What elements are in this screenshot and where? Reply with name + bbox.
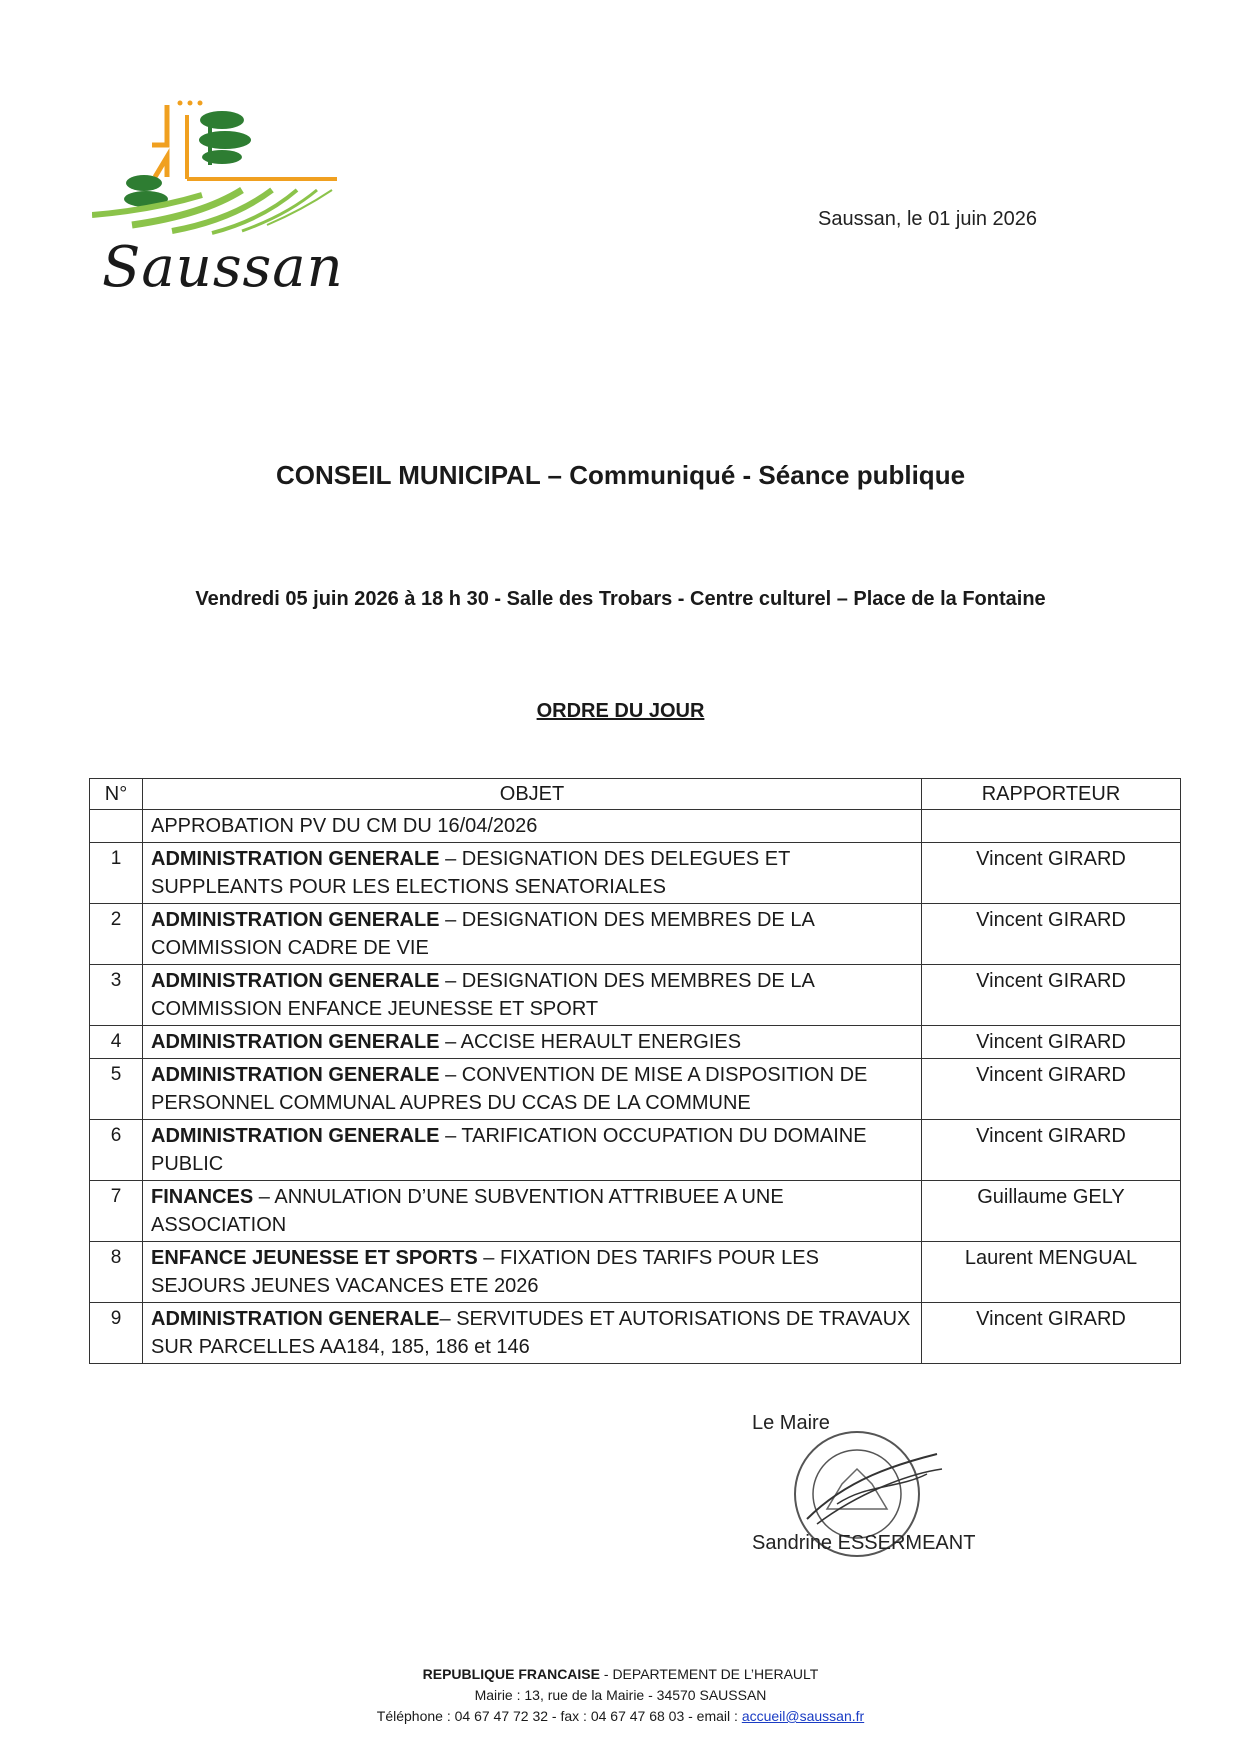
signature-block	[752, 1412, 1012, 1572]
signature-name: Sandrine ESSERMEANT	[752, 1532, 976, 1554]
footer-phone-fax: Téléphone : 04 67 47 72 32 - fax : 04 67 47 68 03 - email :	[376, 1708, 742, 1724]
agenda-row-number: 7	[90, 1181, 143, 1242]
header-object: OBJET	[143, 779, 922, 810]
agenda-title: ORDRE DU JOUR	[536, 700, 705, 722]
agenda-row	[90, 810, 1181, 843]
agenda-row-number	[90, 810, 143, 843]
footer-republique: REPUBLIQUE FRANCAISE	[422, 1666, 600, 1682]
agenda-row-rapporteur: Vincent GIRARD	[922, 1026, 1181, 1059]
agenda-row-rapporteur: Vincent GIRARD	[922, 1120, 1181, 1181]
agenda-row-category: ADMINISTRATION GENERALE	[151, 1031, 440, 1053]
logo-emblem-icon	[92, 95, 352, 245]
agenda-row-number: 6	[90, 1120, 143, 1181]
agenda-row-object	[143, 843, 922, 904]
agenda-row-object	[143, 1059, 922, 1120]
session-details: Vendredi 05 juin 2026 à 18 h 30 - Salle des Trobars - Centre culturel – Place de la Fontaine	[195, 588, 1046, 610]
agenda-header-row	[90, 779, 1181, 810]
agenda-row	[90, 904, 1181, 965]
agenda-row-subject: – DESIGNATION DES MEMBRES DE LA COMMISSION ENFANCE JEUNESSE ET SPORT	[151, 970, 814, 1020]
agenda-row-number: 1	[90, 843, 143, 904]
agenda-row-object	[143, 904, 922, 965]
agenda-row-number: 8	[90, 1242, 143, 1303]
agenda-row-number: 9	[90, 1303, 143, 1364]
agenda-row	[90, 1303, 1181, 1364]
agenda-row	[90, 843, 1181, 904]
agenda-row-rapporteur: Vincent GIRARD	[922, 1303, 1181, 1364]
agenda-row-rapporteur: Vincent GIRARD	[922, 1059, 1181, 1120]
agenda-row-subject: – CONVENTION DE MISE A DISPOSITION DE PERSONNEL COMMUNAL AUPRES DU CCAS DE LA COMMUNE	[151, 1064, 868, 1114]
agenda-row-number: 5	[90, 1059, 143, 1120]
agenda-row	[90, 1181, 1181, 1242]
header-rapporteur: RAPPORTEUR	[922, 779, 1181, 810]
agenda-row	[90, 1026, 1181, 1059]
agenda-row-category: ADMINISTRATION GENERALE	[151, 970, 440, 992]
agenda-row-category: ADMINISTRATION GENERALE	[151, 1308, 440, 1330]
agenda-row-object	[143, 1026, 922, 1059]
agenda-row-subject: – ACCISE HERAULT ENERGIES	[439, 1031, 742, 1053]
agenda-row	[90, 965, 1181, 1026]
footer	[0, 1664, 1241, 1727]
footer-address: Mairie : 13, rue de la Mairie - 34570 SAUSSAN	[474, 1687, 767, 1703]
saussan-logo	[92, 95, 352, 300]
agenda-table	[89, 778, 1181, 1364]
document-date: Saussan, le 01 juin 2026	[818, 208, 1038, 230]
agenda-row-category: ADMINISTRATION GENERALE	[151, 1064, 440, 1086]
agenda-row-object	[143, 1181, 922, 1242]
agenda-row-subject: – DESIGNATION DES MEMBRES DE LA COMMISSION CADRE DE VIE	[151, 909, 814, 959]
agenda-row-subject: – FIXATION DES TARIFS POUR LES SEJOURS JEUNES VACANCES ETE 2026	[151, 1247, 819, 1297]
agenda-row-subject: – TARIFICATION OCCUPATION DU DOMAINE PUBLIC	[151, 1125, 867, 1175]
footer-line-3	[0, 1706, 1241, 1727]
agenda-row-number: 3	[90, 965, 143, 1026]
agenda-row-rapporteur: Laurent MENGUAL	[922, 1242, 1181, 1303]
agenda-row-category: ADMINISTRATION GENERALE	[151, 909, 440, 931]
agenda-row-rapporteur: Vincent GIRARD	[922, 965, 1181, 1026]
agenda-row-object	[143, 1120, 922, 1181]
footer-department: - DEPARTEMENT DE L’HERAULT	[600, 1666, 819, 1682]
header-num: N°	[90, 779, 143, 810]
agenda-row-subject: – SERVITUDES ET AUTORISATIONS DE TRAVAUX SUR PARCELLES AA184, 185, 186 et 146	[151, 1308, 911, 1358]
signature-title: Le Maire	[752, 1412, 830, 1434]
agenda-row	[90, 1120, 1181, 1181]
agenda-row-category: FINANCES	[151, 1186, 254, 1208]
agenda-row	[90, 1059, 1181, 1120]
document-title: CONSEIL MUNICIPAL – Communiqué - Séance publique	[275, 460, 966, 490]
agenda-row-rapporteur: Vincent GIRARD	[922, 843, 1181, 904]
agenda-row-rapporteur: Guillaume GELY	[922, 1181, 1181, 1242]
footer-line-1	[0, 1664, 1241, 1685]
agenda-row-subject: APPROBATION PV DU CM DU 16/04/2026	[151, 815, 538, 837]
agenda-row-number: 2	[90, 904, 143, 965]
agenda-row-category: ENFANCE JEUNESSE ET SPORTS	[151, 1247, 478, 1269]
footer-email-link[interactable]: accueil@saussan.fr	[741, 1708, 865, 1724]
agenda-row-number: 4	[90, 1026, 143, 1059]
agenda-row-object	[143, 965, 922, 1026]
agenda-row-object	[143, 1303, 922, 1364]
agenda-row-subject: – DESIGNATION DES DELEGUES ET SUPPLEANTS POUR LES ELECTIONS SENATORIALES	[151, 848, 790, 898]
agenda-row-object	[143, 810, 922, 843]
logo-text: Saussan	[102, 235, 344, 300]
agenda-row	[90, 1242, 1181, 1303]
agenda-row-rapporteur: Vincent GIRARD	[922, 904, 1181, 965]
agenda-row-category: ADMINISTRATION GENERALE	[151, 848, 440, 870]
agenda-row-category: ADMINISTRATION GENERALE	[151, 1125, 440, 1147]
agenda-row-object	[143, 1242, 922, 1303]
agenda-row-rapporteur	[922, 810, 1181, 843]
agenda-row-subject: – ANNULATION D’UNE SUBVENTION ATTRIBUEE A UNE ASSOCIATION	[151, 1186, 784, 1236]
